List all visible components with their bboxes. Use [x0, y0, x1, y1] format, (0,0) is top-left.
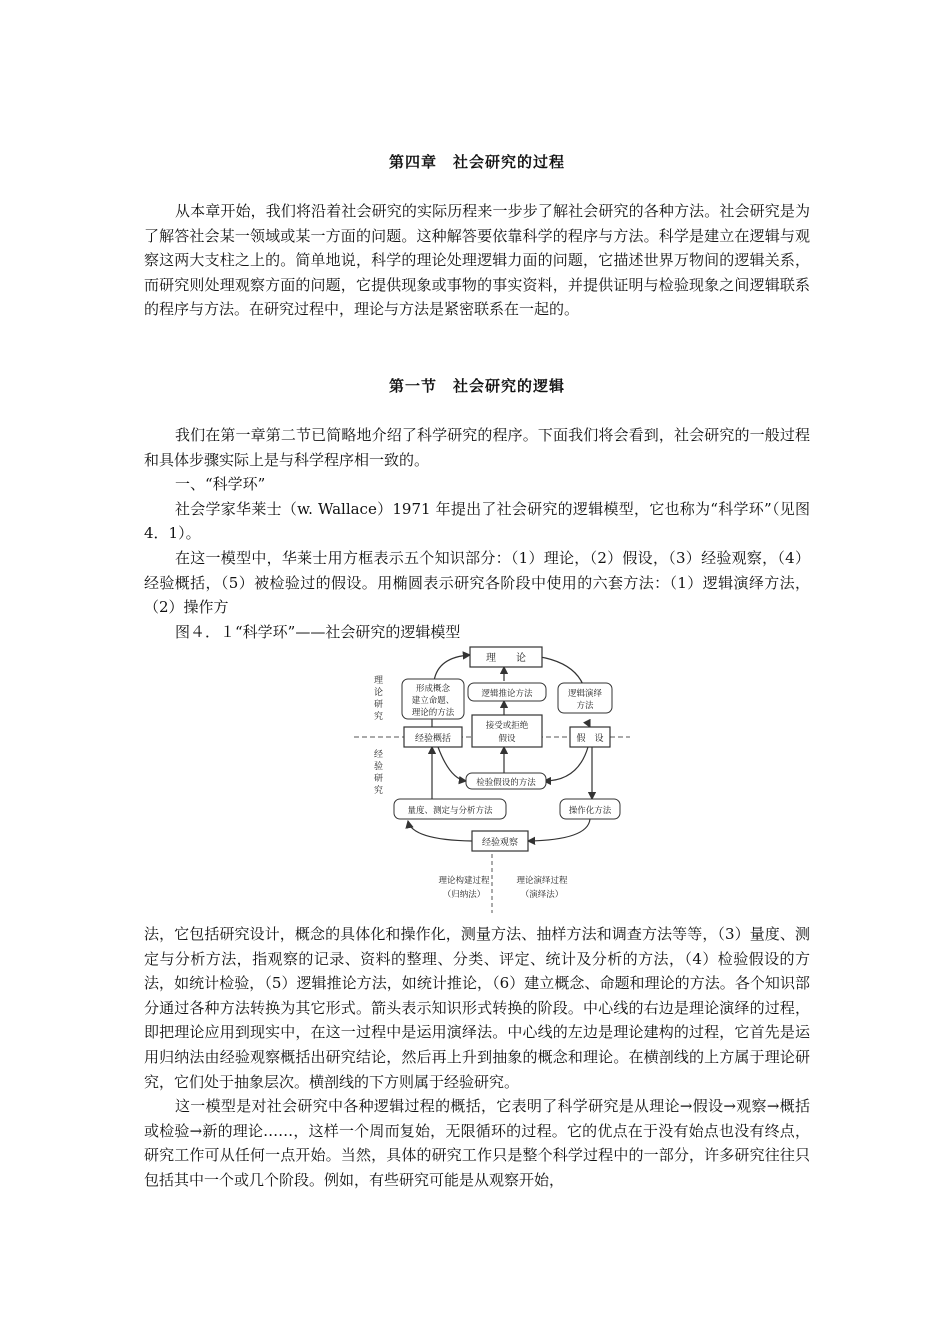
arrow-concept-to-theory	[434, 655, 470, 681]
deduction-process-label: 理论演绎过程	[516, 876, 568, 886]
continued-block	[144, 922, 810, 1193]
measurement-method-label: 量度、测定与分析方法	[407, 806, 493, 816]
arrow-operation-to-observation	[528, 819, 590, 841]
chapter-title: 第四章 社会研究的过程	[388, 153, 565, 171]
generalization-label: 经验概括	[414, 734, 452, 744]
hypothesis-label: 假 设	[576, 734, 604, 744]
deduction-method-line1: 逻辑演绎	[567, 689, 603, 699]
theory-label: 理 论	[486, 653, 526, 664]
paragraph: 法，它包括研究设计，概念的具体化和操作化，测量方法、抽样方法和调查方法等等，（3）量度、测定与分析方法，指观察的记录、资料的整理、分类、评定、统计及分析的方法，（4）检验假设的方法，如统计检验，（5）逻辑推论方法，如统计推论，（6）建立概念、命题和理论的方法。各个知识部分通过各种方法转换为其它形式。箭头表示知识形式转换的阶段。中心线的右边是理论演绎的过程，即把理论应用到现实中，在这一过程中是运用演绎法。中心线的左边是理论建构的过程，它首先是运用归纳法由经验观察概括出研究结论，然后再上升到抽象的概念和理论。在横剖线的上方属于理论研究，它们处于抽象层次。横剖线的下方则属于经验研究。	[144, 925, 810, 1091]
test-hypothesis-label: 检验假设的方法	[476, 778, 536, 788]
intro-paragraph: 从本章开始，我们将沿着社会研究的实际历程来一步步了解社会研究的各种方法。社会研究是为了解答社会某一领域或某一方面的问题。这种解答要依靠科学的程序与方法。科学是建立在逻辑与观察这两大支柱之上的。简单地说，科学的理论处理逻辑力面的问题，它描述世界万物间的逻辑关系，而研究则处理观察方面的问题，它提供现象或事物的事实资料，并提供证明与检验现象之间逻辑联系的程序与方法。在研究过程中，理论与方法是紧密联系在一起的。	[144, 202, 810, 319]
paragraph: 这一模型是对社会研究中各种逻辑过程的概括，它表明了科学研究是从理论→假设→观察→概括或检验→新的理论……，这样一个周而复始，无限循环的过程。它的优点在于没有始点也没有终点，研究工作可从任何一点开始。当然，具体的研究工作只是整个科学过程中的一部分，许多研究往往只包括其中一个或几个阶段。例如，有些研究可能是从观察开始，	[144, 1097, 810, 1189]
concept-method-line1: 形成概念	[415, 684, 451, 694]
deduction-method-line2: 方法	[576, 701, 594, 711]
induction-process-label: 理论构建过程	[438, 876, 490, 886]
svg-text:究: 究	[374, 786, 384, 796]
arrow-generalization-to-test	[438, 747, 466, 781]
paragraph: 在这一模型中，华莱士用方框表示五个知识部分：（1）理论，（2）假设，（3）经验观察，（4）经验概括，（5）被检验过的假设。用椭圆表示研究各阶段中使用的六套方法：（1）逻辑演绎方法，（2）操作方	[144, 548, 810, 617]
svg-text:研: 研	[374, 700, 384, 710]
arrow-hypothesis-to-test	[544, 747, 588, 781]
concept-method-line2: 建立命题、	[411, 696, 455, 706]
science-ring-diagram	[352, 645, 632, 915]
section-block	[144, 423, 810, 620]
svg-text:理: 理	[374, 676, 384, 686]
logical-inference-label: 逻辑推论方法	[481, 689, 533, 699]
accept-reject-line1: 接受或拒绝	[485, 721, 529, 731]
arrow-deduction-to-hypothesis	[587, 721, 590, 727]
induction-method-label: （归纳法）	[442, 890, 486, 900]
concept-method-line3: 理论的方法	[411, 708, 455, 718]
empirical-research-label	[374, 748, 383, 796]
svg-text:论: 论	[374, 688, 384, 698]
theory-research-label	[374, 675, 383, 722]
figure-caption: 图４．１“科学环”——社会研究的逻辑模型	[175, 623, 461, 641]
paragraph: 我们在第一章第二节已简略地介绍了科学研究的程序。下面我们将会看到，社会研究的一般过程和具体步骤实际上是与科学程序相一致的。	[144, 426, 810, 469]
observation-label: 经验观察	[481, 838, 519, 848]
paragraph: 社会学家华莱士（w. Wallace）1971 年提出了社会研究的逻辑模型，它也称为“科学环”（见图4．1）。	[144, 499, 810, 543]
operationalization-label: 操作化方法	[568, 806, 612, 816]
deduction-method-label: （演绎法）	[520, 890, 564, 900]
svg-text:研: 研	[374, 774, 384, 784]
svg-text:究: 究	[374, 712, 384, 722]
svg-text:验: 验	[374, 762, 384, 772]
section-title: 第一节 社会研究的逻辑	[388, 377, 565, 395]
accept-reject-line2: 假设	[498, 734, 516, 744]
arrow-observation-to-measurement	[408, 821, 472, 841]
svg-text:经: 经	[374, 750, 384, 760]
intro-block	[144, 199, 810, 322]
subheading-science-ring: 一、“科学环”	[175, 475, 266, 494]
